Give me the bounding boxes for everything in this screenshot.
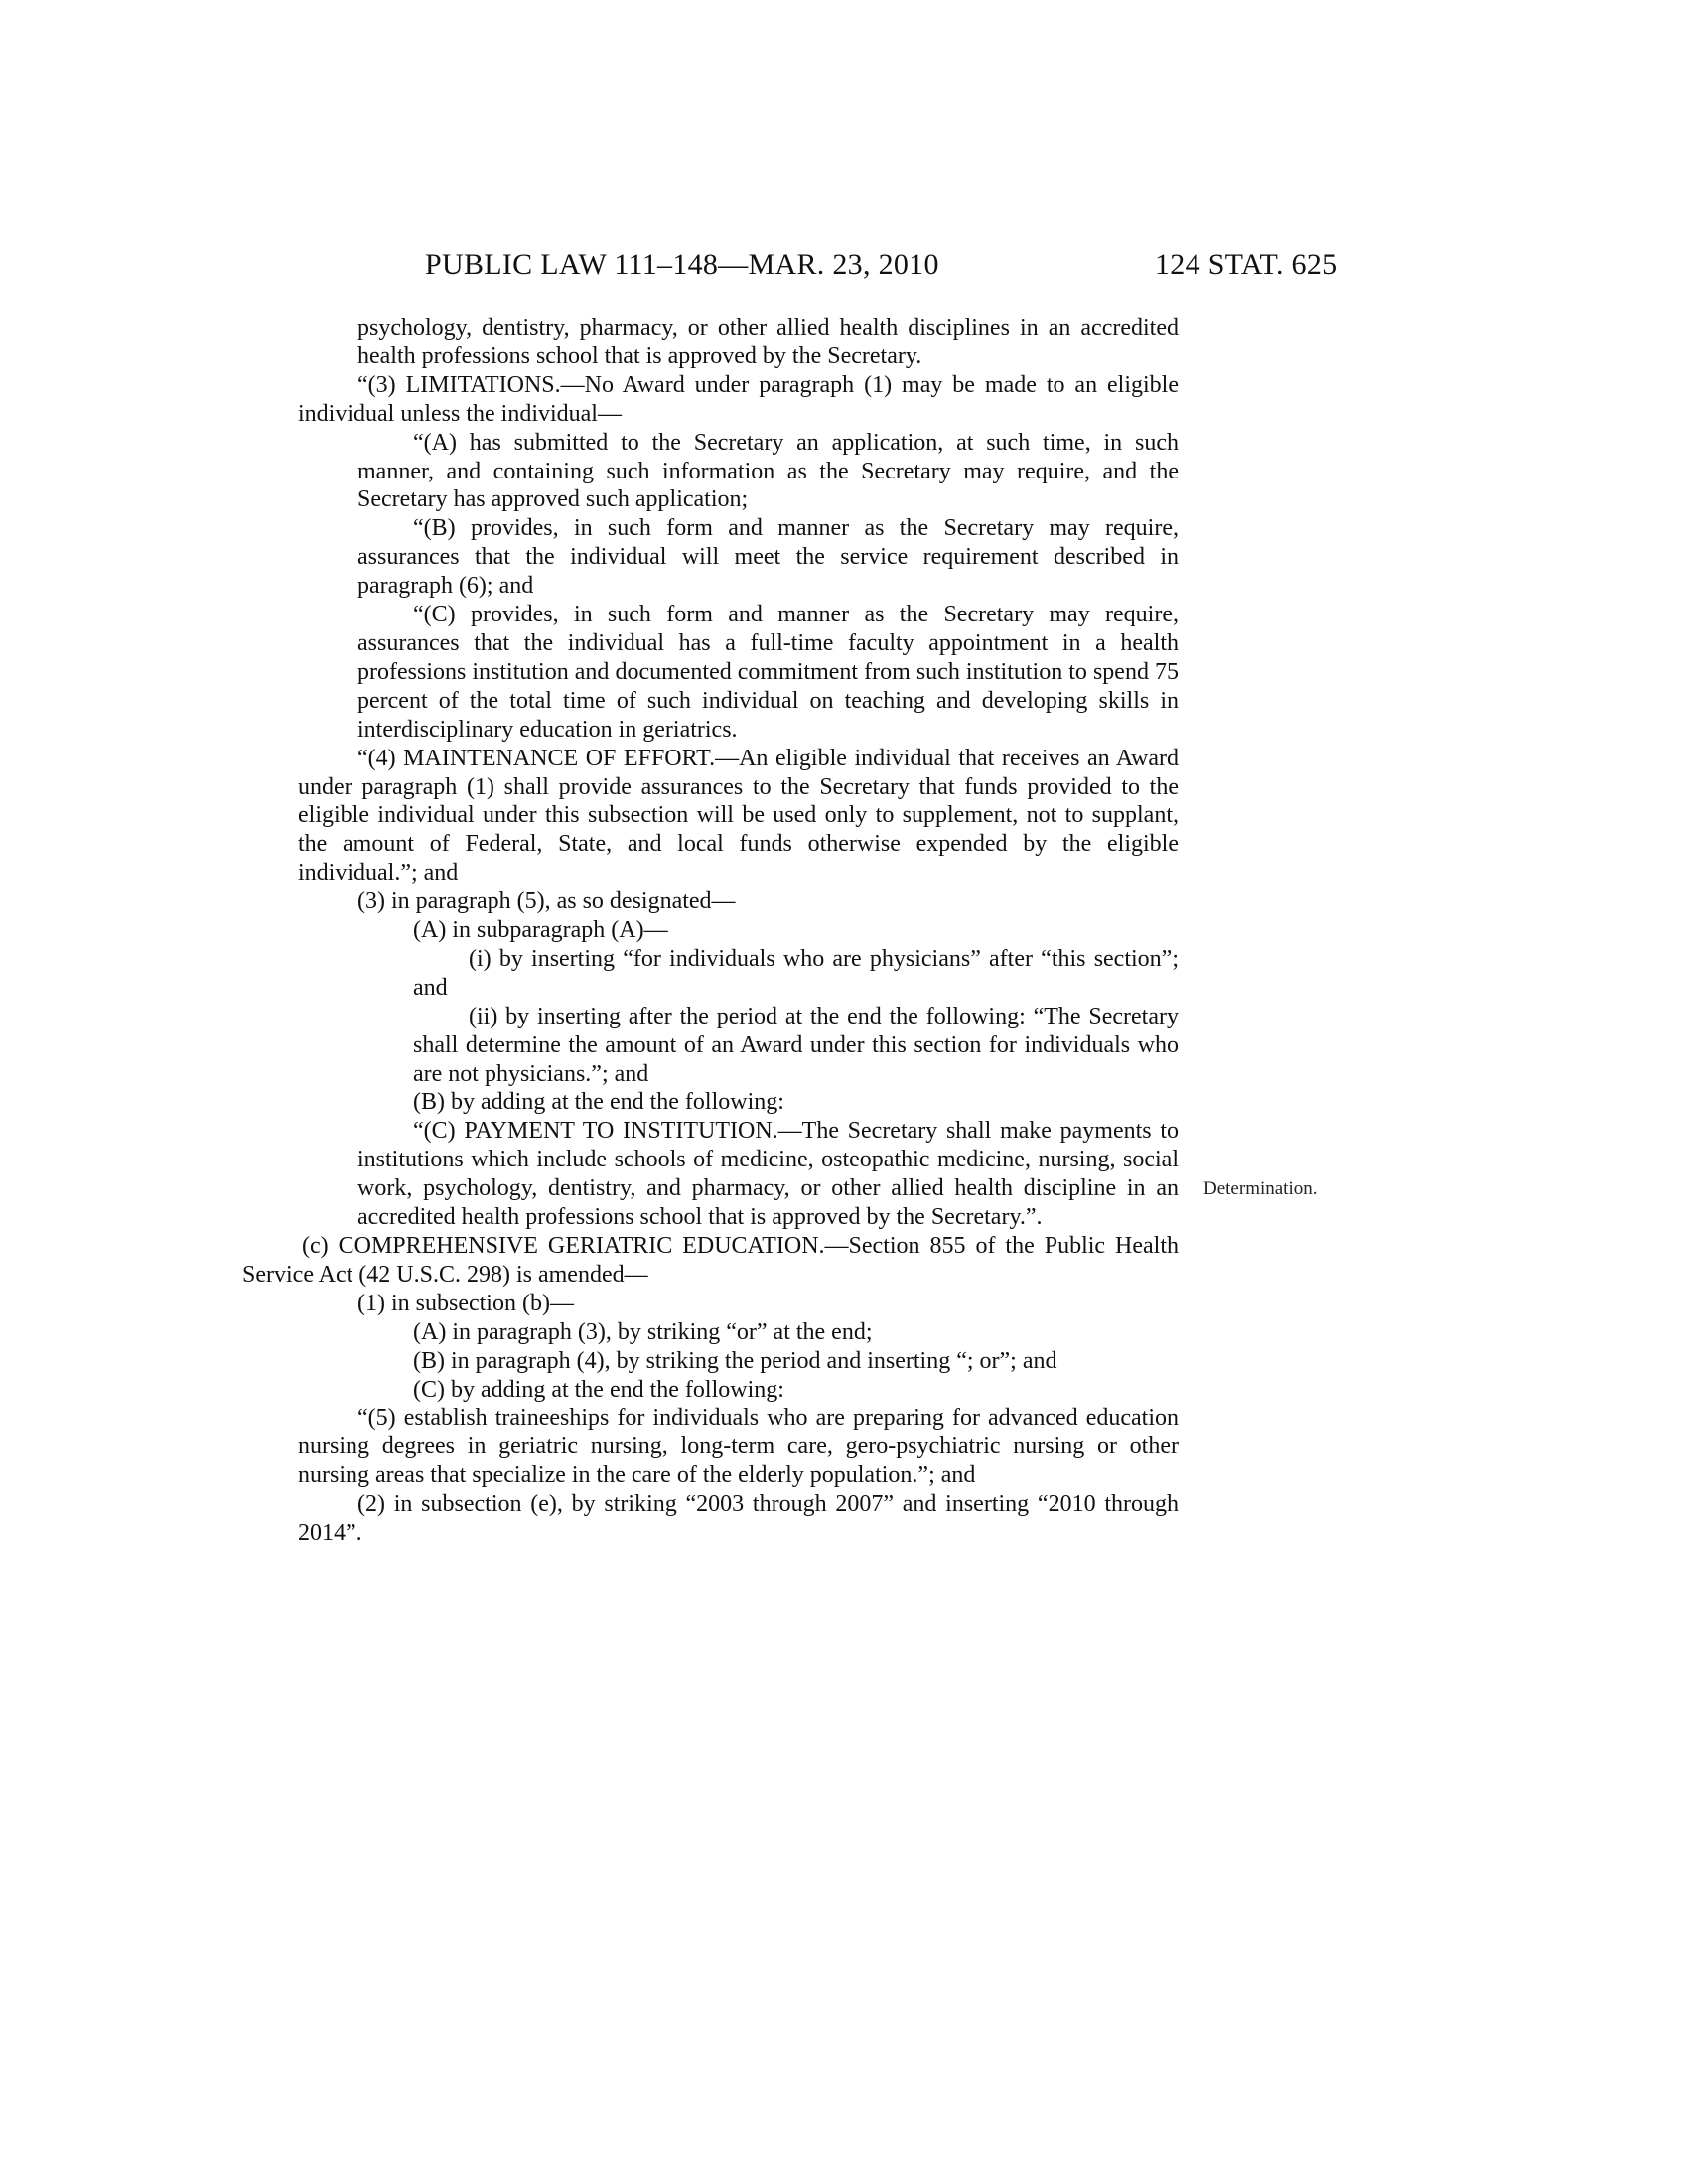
paragraph: (ii) by inserting after the period at the end the following: “The Secretary shall determine the amount of an Award under this section for individuals who are not physicians.”; and bbox=[413, 1003, 1179, 1087]
paragraph: psychology, dentistry, pharmacy, or other allied health disciplines in an accredited health professions school that is approved by the Secretary. bbox=[357, 315, 1179, 369]
paragraph: “(C) provides, in such form and manner as the Secretary may require, assurances that the individual has a full-time faculty appointment in a health professions institution and documented commitment from such institution to spend 75 percent of the total time of such individual on teaching and developing skills in interdisciplinary education in geriatrics. bbox=[357, 602, 1179, 743]
paragraph: (1) in subsection (b)— bbox=[357, 1290, 574, 1316]
paragraph: (B) by adding at the end the following: bbox=[413, 1089, 784, 1116]
paragraph: (C) by adding at the end the following: bbox=[413, 1376, 784, 1403]
paragraph: “(B) provides, in such form and manner as the Secretary may require, assurances that the individual will meet the service requirement described in paragraph (6); and bbox=[357, 515, 1179, 600]
paragraph: (3) in paragraph (5), as so designated— bbox=[357, 888, 736, 915]
paragraph: (A) in subparagraph (A)— bbox=[413, 917, 668, 944]
paragraph: (c) COMPREHENSIVE GERIATRIC EDUCATION.—Section 855 of the Public Health Service Act (42 U.S.C. 298) is amended— bbox=[242, 1233, 1179, 1288]
page-number-citation: 124 STAT. 625 bbox=[1155, 248, 1337, 281]
running-header-title: PUBLIC LAW 111–148—MAR. 23, 2010 bbox=[425, 248, 939, 281]
margin-note: Determination. bbox=[1203, 1178, 1318, 1199]
paragraph: (A) in paragraph (3), by striking “or” at the end; bbox=[413, 1318, 873, 1345]
paragraph: (2) in subsection (e), by striking “2003 through 2007” and inserting “2010 through 2014”. bbox=[298, 1491, 1179, 1547]
paragraph: (B) in paragraph (4), by striking the period and inserting “; or”; and bbox=[413, 1347, 1057, 1374]
paragraph: (i) by inserting “for individuals who are physicians” after “this section”; and bbox=[413, 945, 1179, 1001]
paragraph: “(C) PAYMENT TO INSTITUTION.—The Secretary shall make payments to institutions which include schools of medicine, osteopathic medicine, nursing, social work, psychology, dentistry, and pharmacy, or other allied health discipline in an accredited health professions school that is approved by the Secretary.”. bbox=[357, 1118, 1179, 1231]
statute-body bbox=[242, 314, 1179, 1548]
paragraph: “(A) has submitted to the Secretary an application, at such time, in such manner, and containing such information as the Secretary may require, and the Secretary has approved such application; bbox=[357, 429, 1179, 513]
paragraph: “(3) LIMITATIONS.—No Award under paragraph (1) may be made to an eligible individual unless the individual— bbox=[298, 371, 1179, 427]
paragraph: “(5) establish traineeships for individuals who are preparing for advanced education nursing degrees in geriatric nursing, long-term care, gero-psychiatric nursing or other nursing areas that specialize in the care of the elderly population.”; and bbox=[298, 1405, 1179, 1489]
paragraph: “(4) MAINTENANCE OF EFFORT.—An eligible individual that receives an Award under paragraph (1) shall provide assurances to the Secretary that funds provided to the eligible individual under this subsection will be used only to supplement, not to supplant, the amount of Federal, State, and local funds otherwise expended by the eligible individual.”; and bbox=[298, 745, 1179, 887]
